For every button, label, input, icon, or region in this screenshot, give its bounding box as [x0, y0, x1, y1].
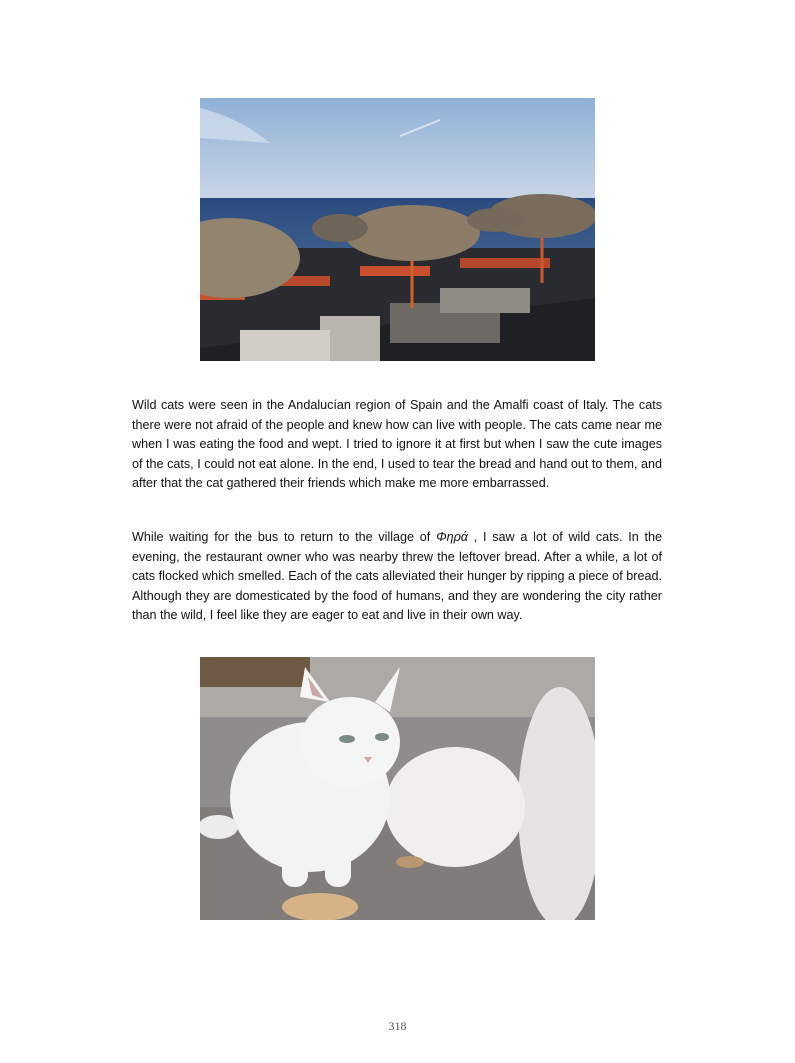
- thatch-umbrella: [312, 214, 368, 242]
- lounger: [460, 258, 550, 268]
- page-number: 318: [388, 1019, 407, 1033]
- paragraph-text-after: , I saw a lot of wild cats. In the evening, the restaurant owner who was nearby threw the leftover bread. After a while, a lot of cats flocked which smelled. Each of the cats alleviated their hunger by ripping a piece of bread. Although they are domesticated by the food of humans, and they are wondering the city rather than the wild, I feel like they are eager to eat and live in their own way.: [132, 530, 662, 622]
- cats-photo-graphic: [200, 657, 595, 920]
- bread-piece: [282, 893, 358, 920]
- paragraph-wild-cats-fira: [132, 528, 662, 626]
- paragraph-wild-cats-spain-italy: Wild cats were seen in the Andalucían region of Spain and the Amalfi coast of Italy. The cats there were not afraid of the people and knew how can live with people. The cats came near me when I was eating the food and wept. I tried to ignore it at first but when I saw the cute images of the cats, I could not eat alone. In the end, I used to tear the bread and hand out to them, and after that the cat gathered their friends which make me more embarrassed.: [132, 398, 662, 490]
- wooden-crate: [200, 657, 310, 687]
- beach-umbrellas-photo: [200, 98, 595, 361]
- thatch-umbrella: [467, 208, 523, 232]
- lounger: [360, 266, 430, 276]
- place-name: Φηρά: [436, 530, 468, 544]
- beach-photo-graphic: [200, 98, 595, 361]
- white-cats-photo: [200, 657, 595, 920]
- paragraph-text-before: While waiting for the bus to return to the village of: [132, 530, 437, 544]
- lounger-cushion: [440, 288, 530, 313]
- lounger-cushion: [240, 330, 330, 361]
- sky: [200, 98, 595, 200]
- bread-crumb: [396, 856, 424, 868]
